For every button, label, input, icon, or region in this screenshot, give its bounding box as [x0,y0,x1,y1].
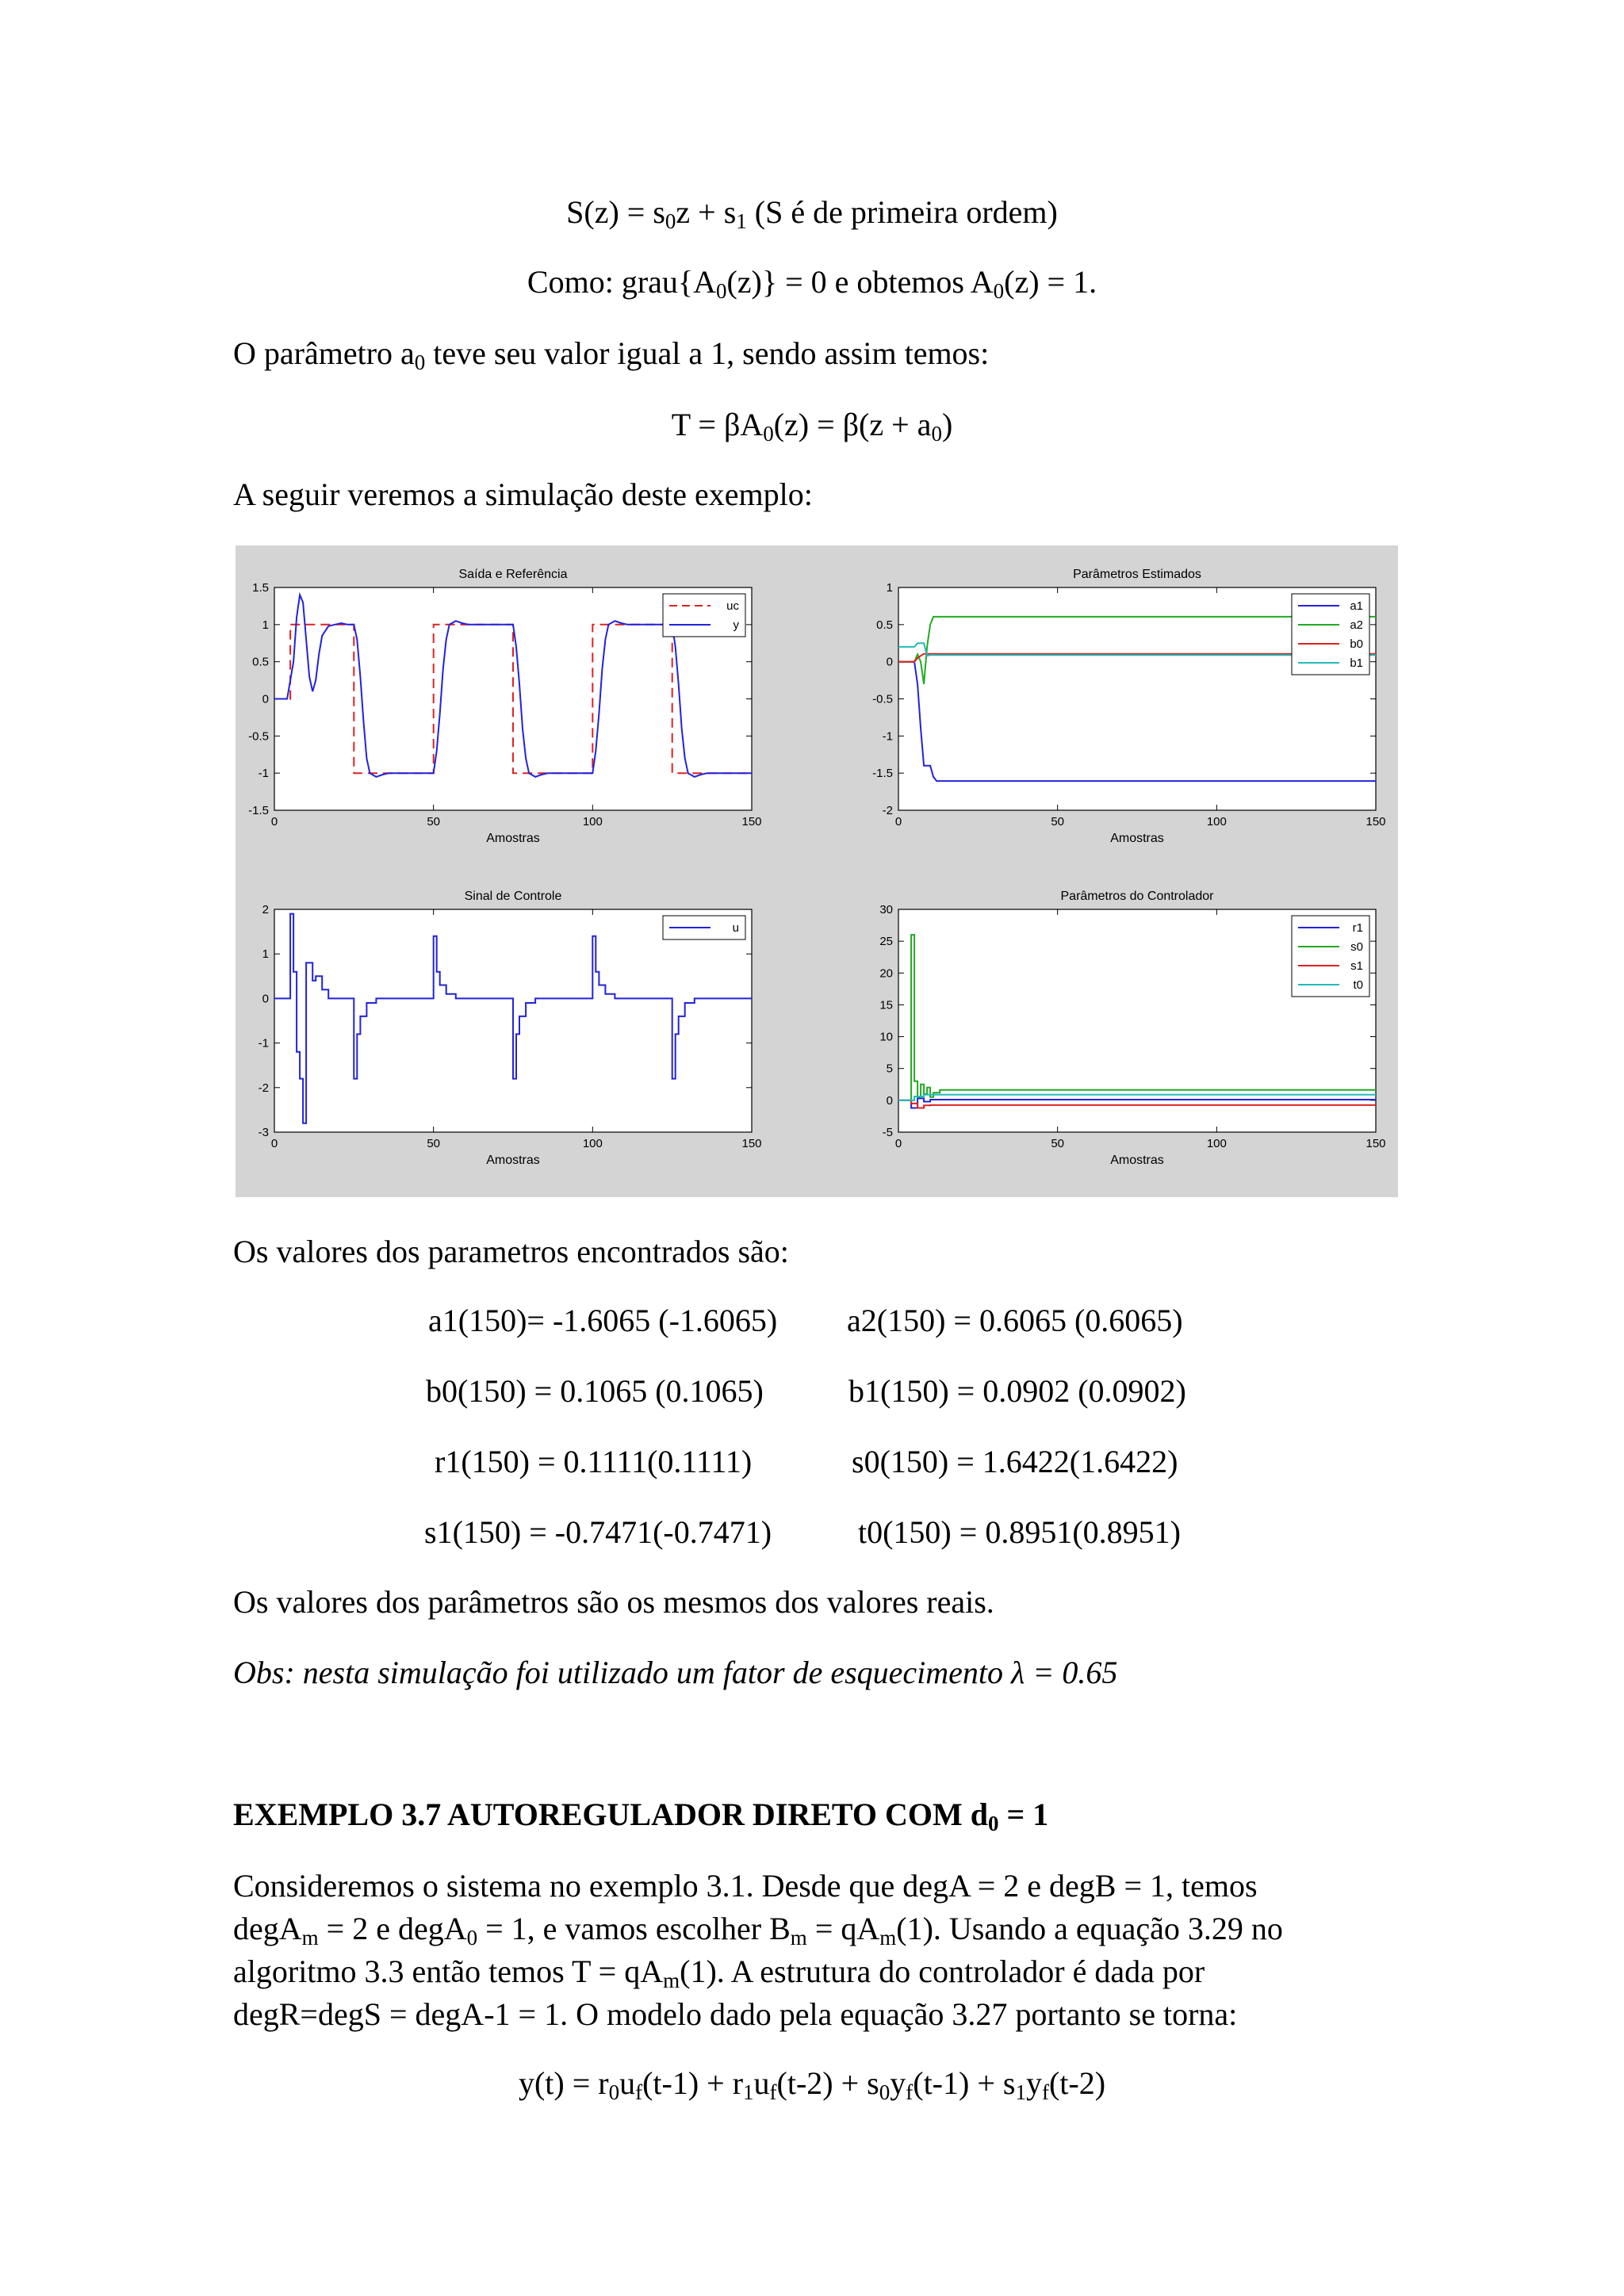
paragraph-exemplo [233,1865,1399,2036]
y-tick-label: 1 [262,618,269,632]
x-tick-label: 0 [894,1137,902,1150]
param-a2: a2(150) = 0.6065 (0.6065) [847,1303,1183,1338]
legend-label-r1: r1 [1352,921,1363,935]
legend-label-t0: t0 [1353,978,1363,992]
x-tick-label: 150 [1365,1137,1386,1150]
chart-4 [879,890,1385,1167]
x-tick-label: 150 [1365,815,1386,828]
y-tick-label: -1 [258,1036,269,1050]
y-tick-label: -0.5 [872,692,893,706]
y-tick-label: 5 [886,1062,893,1076]
y-tick-label: -1 [882,729,893,744]
y-tick-label: 25 [879,935,893,949]
param-s0: s0(150) = 1.6422(1.6422) [852,1444,1178,1479]
y-tick-label: 0 [886,1093,893,1108]
equation-s: $S(z) = s_0z + s_1$ (S é de primeira ordem) [566,194,1058,233]
equation-t: $T = \beta A_0(z) = \beta(z + a_0)$ [671,407,953,446]
x-axis-label: Amostras [486,1154,540,1167]
legend-label-s1: s1 [1350,959,1363,973]
y-tick-label: 0.5 [876,618,893,632]
x-tick-label: 100 [1206,1137,1227,1150]
paragraph-parametro: O parâmetro $a_0$ teve seu valor igual a 1, sendo assim temos: [233,335,990,374]
y-tick-label: 1.5 [252,581,269,595]
chart-title: Parâmetros do Controlador [1060,890,1214,903]
simulation-plots [236,545,1398,1197]
paragraph-line-1: Consideremos o sistema no exemplo 3.1. Desde que degA = 2 e degB = 1, temos [233,1868,1258,1904]
legend-label-b1: b1 [1350,656,1363,670]
x-axis-label: Amostras [1110,832,1164,845]
y-tick-label: 10 [879,1030,893,1044]
y-tick-label: -5 [882,1126,893,1139]
param-r1: r1(150) = 0.1111(0.1111) [435,1444,753,1479]
y-tick-label: -2 [882,804,893,817]
param-a1: a1(150)= -1.6065 (-1.6065) [428,1303,778,1338]
paragraph-mesmos-valores: Os valores dos parâmetros são os mesmos dos valores reais. [233,1584,994,1620]
x-tick-label: 0 [270,815,278,828]
legend-label-u: u [732,921,739,935]
param-s1: s1(150) = -0.7471(-0.7471) [424,1514,772,1550]
x-tick-label: 100 [582,1137,603,1150]
chart-3 [259,890,762,1167]
x-tick-label: 100 [582,815,603,828]
x-tick-label: 50 [1051,815,1065,828]
param-b1: b1(150) = 0.0902 (0.0902) [848,1373,1186,1409]
y-tick-label: 1 [886,581,893,595]
y-tick-label: -1 [258,767,269,781]
legend-label-a2: a2 [1350,618,1363,632]
y-tick-label: -0.5 [248,729,269,744]
y-tick-label: -1.5 [872,767,893,781]
y-tick-label: 0 [886,655,893,669]
x-tick-label: 150 [741,1137,762,1150]
x-tick-label: 100 [1206,815,1227,828]
x-tick-label: 50 [427,1137,441,1150]
equation-y: $y(t) = r_0u_f(t-1) + r_1u_f(t-2) + s_0y_f(t-1) + s_1y_f(t-2)$ [518,2065,1106,2104]
observation-note: Obs: nesta simulação foi utilizado um fator de esquecimento λ = 0.65 [233,1655,1118,1690]
paragraph-simulacao: A seguir veremos a simulação deste exemplo: [233,476,813,512]
paragraph-line-2: degA$_m$ = 2 e degA$_0$ = 1, e vamos escolher $B_m = qA_m(1)$. Usando a equação 3.29 no [233,1911,1283,1950]
y-tick-label: 0 [262,692,269,706]
y-tick-label: -2 [258,1081,269,1095]
legend-label-s0: s0 [1350,940,1363,954]
y-tick-label: -1.5 [248,804,269,817]
chart-2 [872,568,1385,845]
y-tick-label: 1 [262,947,269,962]
x-axis-label: Amostras [486,832,540,845]
x-tick-label: 50 [1051,1137,1065,1150]
x-tick-label: 150 [741,815,762,828]
y-tick-label: 15 [879,998,893,1012]
param-b0: b0(150) = 0.1065 (0.1065) [426,1373,764,1409]
paragraph-line-3: algoritmo 3.3 então temos $T = qA_m(1)$. A estrutura do controlador é dada por [233,1954,1205,1992]
y-tick-label: -3 [258,1126,269,1139]
legend-label-uc: uc [726,599,739,613]
x-tick-label: 0 [894,815,902,828]
y-tick-label: 30 [879,903,893,916]
y-tick-label: 20 [879,966,893,981]
chart-title: Sinal de Controle [464,890,562,903]
y-tick-label: 0 [262,992,269,1006]
legend-label-a1: a1 [1350,599,1363,613]
y-tick-label: 2 [262,903,269,916]
legend-label-b0: b0 [1350,637,1363,651]
section-heading: EXEMPLO 3.7 AUTOREGULADOR DIRETO COM $d_0 = 1$ [233,1797,1049,1835]
x-axis-label: Amostras [1110,1154,1164,1167]
equation-grau: Como: $grau\{A_0(z)\} = 0$ e obtemos $A_0(z) = 1$. [527,264,1097,303]
y-tick-label: 0.5 [252,655,269,669]
paragraph-line-4: degR=degS = degA-1 = 1. O modelo dado pela equação 3.27 portanto se torna: [233,1996,1238,2032]
legend-label-y: y [733,618,739,632]
x-tick-label: 0 [270,1137,278,1150]
param-t0: t0(150) = 0.8951(0.8951) [858,1514,1181,1550]
simulation-figure [236,545,1398,1197]
paragraph-valores: Os valores dos parametros encontrados são: [233,1234,789,1269]
chart-title: Parâmetros Estimados [1073,568,1201,581]
chart-title: Saída e Referência [458,568,568,581]
chart-1 [248,568,761,845]
x-tick-label: 50 [427,815,441,828]
